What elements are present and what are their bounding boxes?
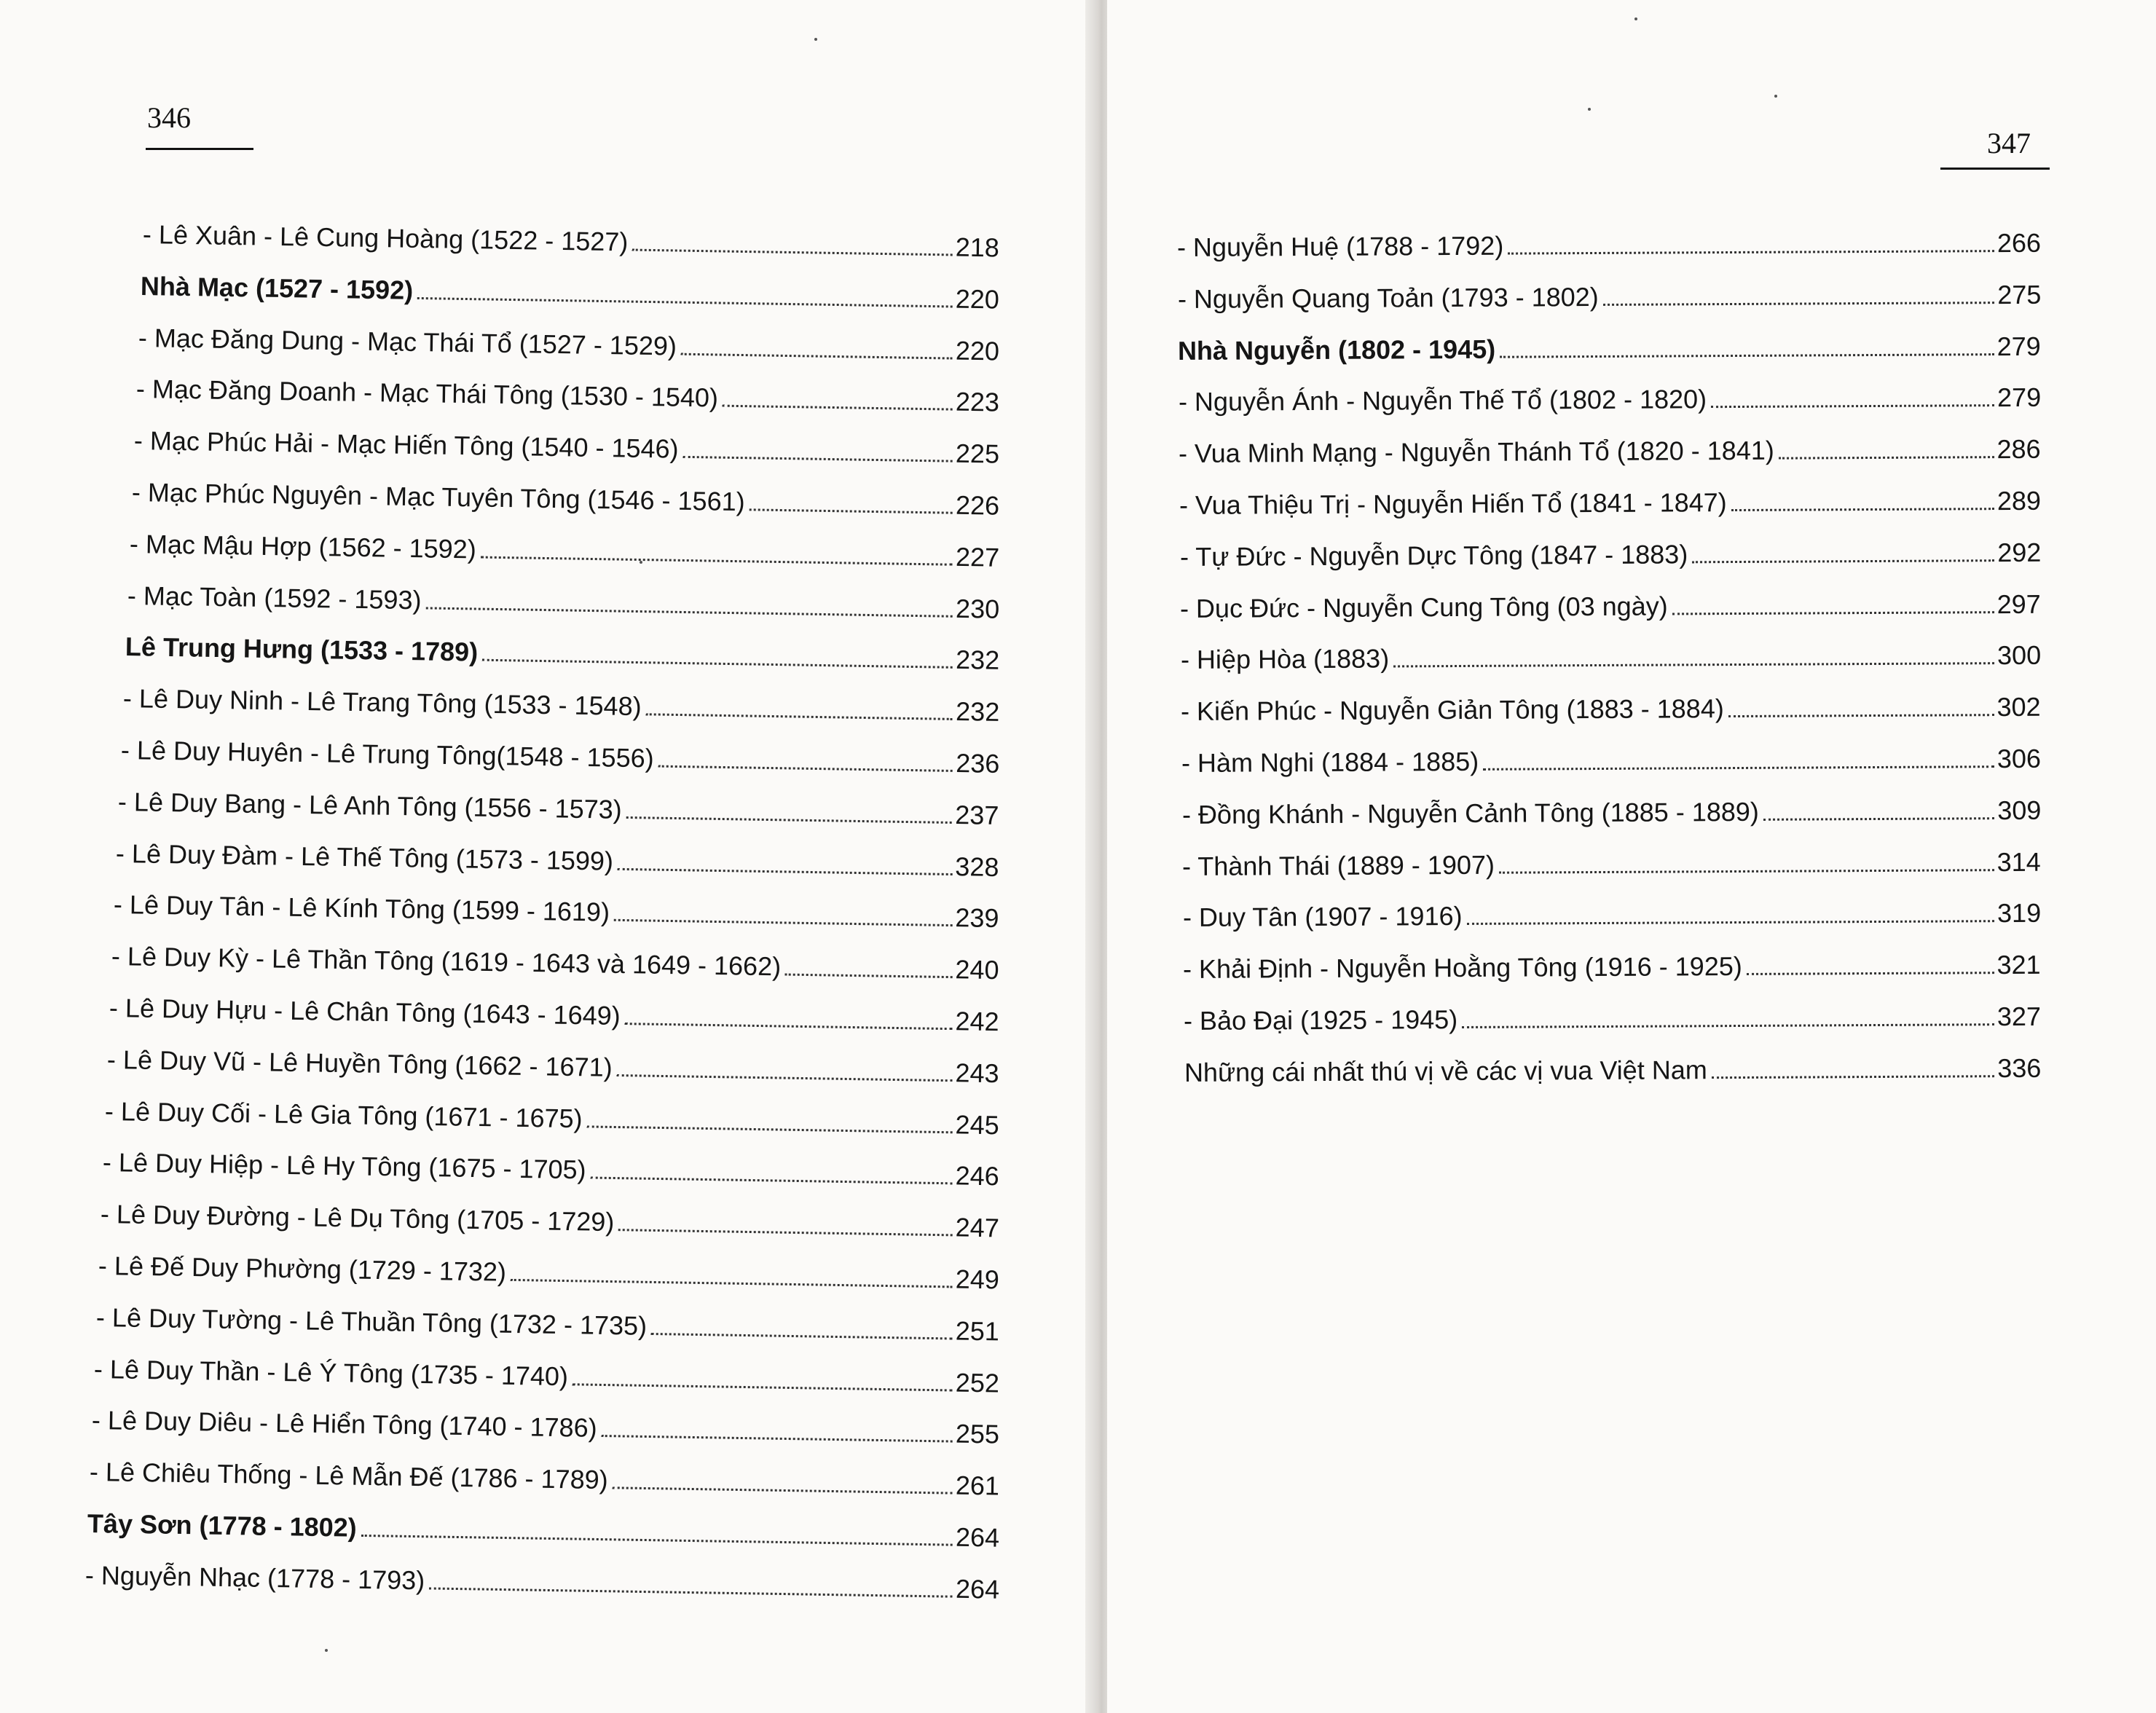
toc-entry-page: 227 bbox=[955, 541, 1000, 572]
toc-entry-page: 220 bbox=[955, 335, 1000, 366]
dot-leader bbox=[617, 1074, 953, 1082]
toc-entry bbox=[89, 1456, 999, 1503]
toc-entry bbox=[1179, 485, 2041, 521]
toc-entry-page: 289 bbox=[1996, 485, 2042, 516]
toc-entry bbox=[111, 940, 999, 986]
toc-entry-page: 246 bbox=[955, 1160, 1000, 1192]
toc-entry bbox=[1183, 897, 2041, 934]
toc-entry bbox=[122, 682, 999, 728]
toc-entry-title: - Khải Định - Nguyễn Hoằng Tông (1916 - 1925) bbox=[1183, 951, 1743, 985]
toc-entry-page: 286 bbox=[1996, 433, 2042, 465]
toc-entry-page: 225 bbox=[955, 438, 1000, 469]
toc-entry-title: - Lê Chiêu Thống - Lê Mẫn Đế (1786 - 1789) bbox=[89, 1457, 608, 1495]
toc-entry-title: - Mạc Đăng Dung - Mạc Thái Tổ (1527 - 1529) bbox=[138, 322, 677, 361]
toc-entry-title: Những cái nhất thú vị về các vị vua Việt Nam bbox=[1184, 1055, 1707, 1087]
toc-entry bbox=[1181, 795, 2041, 831]
toc-entry-page: 300 bbox=[1996, 640, 2042, 671]
toc-entry-page: 218 bbox=[955, 232, 1000, 263]
dot-leader bbox=[626, 816, 953, 824]
dot-leader bbox=[1500, 353, 1994, 358]
toc-entry-title: Lê Trung Hưng (1533 - 1789) bbox=[125, 631, 479, 667]
toc-entry bbox=[1184, 1052, 2041, 1089]
toc-entry-title: - Đồng Khánh - Nguyễn Cảnh Tông (1885 - 1889) bbox=[1181, 796, 1759, 830]
toc-entry-title: - Mạc Phúc Nguyên - Mạc Tuyên Tông (1546 - 1561) bbox=[131, 477, 745, 517]
toc-entry-title: - Mạc Toàn (1592 - 1593) bbox=[127, 580, 422, 615]
toc-entry-page: 292 bbox=[1996, 537, 2042, 567]
toc-entry-page: 255 bbox=[955, 1419, 1000, 1449]
toc-entry-page: 266 bbox=[1996, 227, 2042, 259]
dot-leader bbox=[625, 1023, 953, 1030]
toc-entry-page: 240 bbox=[955, 954, 1000, 985]
toc-entry-page: 232 bbox=[955, 696, 1000, 728]
toc-entry-page: 309 bbox=[1996, 795, 2042, 825]
toc-entry-title: - Bảo Đại (1925 - 1945) bbox=[1183, 1004, 1458, 1036]
toc-entry bbox=[1178, 330, 2041, 366]
toc-entry-page: 249 bbox=[955, 1264, 1000, 1295]
dot-leader bbox=[1508, 250, 1994, 254]
toc-entry bbox=[103, 1146, 999, 1192]
toc-entry-title: - Lê Duy Tân - Lê Kính Tông (1599 - 1619) bbox=[114, 889, 610, 928]
toc-entry-title: - Duy Tân (1907 - 1916) bbox=[1182, 901, 1463, 933]
toc-entry-title: - Mạc Đăng Doanh - Mạc Thái Tông (1530 - 1540) bbox=[135, 374, 719, 413]
dot-leader bbox=[1602, 302, 1994, 306]
toc-entry bbox=[143, 218, 1000, 264]
toc-entry-page: 230 bbox=[955, 593, 1000, 624]
toc-entry bbox=[96, 1302, 1000, 1347]
toc-entry-title: - Lê Duy Đường - Lê Dụ Tông (1705 - 1729) bbox=[100, 1199, 615, 1237]
toc-entry-page: 306 bbox=[1996, 743, 2042, 774]
print-speck bbox=[325, 1649, 328, 1652]
toc-entry-page: 319 bbox=[1996, 898, 2042, 929]
toc-entry-page: 336 bbox=[1996, 1052, 2042, 1083]
toc-entry bbox=[109, 992, 999, 1038]
print-speck bbox=[1588, 108, 1591, 111]
toc-entry-page: 264 bbox=[955, 1521, 1000, 1553]
toc-entry-page: 242 bbox=[955, 1006, 1000, 1037]
right-page bbox=[1107, 0, 2156, 1713]
toc-entry-title: - Lê Duy Bang - Lê Anh Tông (1556 - 1573) bbox=[118, 786, 623, 824]
dot-leader bbox=[1731, 508, 1994, 511]
toc-entry-title: - Thành Thái (1889 - 1907) bbox=[1182, 849, 1495, 881]
toc-entry-title: - Nguyễn Quang Toản (1793 - 1802) bbox=[1177, 281, 1599, 314]
toc-entry-title: - Lê Duy Kỳ - Lê Thần Tông (1619 - 1643 và 1649 - 1662) bbox=[111, 941, 782, 982]
dot-leader bbox=[1728, 714, 1994, 717]
toc-entry bbox=[1181, 743, 2041, 779]
toc-entry-title: - Lê Duy Ninh - Lê Trang Tông (1533 - 1548) bbox=[122, 683, 642, 722]
toc-entry bbox=[118, 786, 999, 832]
toc-entry-page: 220 bbox=[955, 283, 1000, 315]
toc-entry-page: 279 bbox=[1996, 382, 2042, 413]
dot-leader bbox=[1779, 456, 1994, 460]
toc-entry-title: Tây Sơn (1778 - 1802) bbox=[87, 1508, 357, 1543]
dot-leader bbox=[591, 1177, 953, 1185]
toc-entry bbox=[1182, 846, 2041, 882]
print-speck bbox=[640, 561, 642, 564]
dot-leader bbox=[632, 249, 952, 256]
toc-entry-title: Nhà Mạc (1527 - 1592) bbox=[140, 270, 414, 305]
dot-leader bbox=[749, 508, 952, 513]
toc-entry-title: - Tự Đức - Nguyễn Dực Tông (1847 - 1883) bbox=[1179, 539, 1688, 572]
toc-entry-page: 302 bbox=[1996, 692, 2042, 722]
toc-entry bbox=[129, 528, 999, 574]
toc-entry-title: - Nguyễn Nhạc (1778 - 1793) bbox=[84, 1559, 425, 1596]
dot-leader bbox=[1747, 972, 1994, 975]
toc-entry bbox=[114, 889, 999, 934]
dot-leader bbox=[587, 1125, 953, 1133]
toc-entry-page: 252 bbox=[955, 1367, 1000, 1398]
toc-entry-title: - Lê Xuân - Lê Cung Hoàng (1522 - 1527) bbox=[142, 219, 629, 257]
dot-leader bbox=[1462, 1023, 1994, 1028]
dot-leader bbox=[658, 765, 953, 772]
toc-entry-page: 297 bbox=[1996, 588, 2042, 619]
dot-leader bbox=[1711, 1075, 1994, 1079]
toc-entry-title: - Lê Duy Huyên - Lê Trung Tông(1548 - 1556) bbox=[120, 735, 654, 773]
dot-leader bbox=[1763, 817, 1994, 821]
toc-entry-title: - Lê Duy Cối - Lê Gia Tông (1671 - 1675) bbox=[104, 1095, 583, 1133]
toc-entry-title: - Hiệp Hòa (1883) bbox=[1180, 643, 1390, 675]
toc-entry-page: 314 bbox=[1996, 846, 2042, 877]
dot-leader bbox=[1499, 869, 1994, 874]
toc-entry-title: - Lê Duy Vũ - Lê Huyền Tông (1662 - 1671) bbox=[106, 1044, 613, 1082]
header-rule bbox=[146, 148, 253, 150]
dot-leader bbox=[723, 405, 953, 411]
toc-entry-title: - Dục Đức - Nguyễn Cung Tông (03 ngày) bbox=[1180, 591, 1669, 623]
toc-entry-page: 261 bbox=[955, 1470, 1000, 1501]
dot-leader bbox=[601, 1435, 952, 1443]
toc-entry-page: 237 bbox=[955, 799, 1000, 830]
toc-entry-page: 327 bbox=[1996, 1001, 2042, 1032]
toc-entry-page: 275 bbox=[1996, 279, 2042, 310]
dot-leader bbox=[425, 607, 953, 617]
dot-leader bbox=[1672, 611, 1994, 615]
toc-entry-page: 236 bbox=[955, 748, 1000, 779]
dot-leader bbox=[682, 456, 952, 462]
dot-leader bbox=[417, 297, 953, 308]
toc-entry bbox=[125, 631, 999, 677]
dot-leader bbox=[1692, 559, 1994, 563]
print-speck bbox=[814, 38, 817, 41]
toc-entry-title: - Lê Duy Hựu - Lê Chân Tông (1643 - 1649) bbox=[109, 993, 621, 1031]
dot-leader bbox=[361, 1535, 952, 1546]
dot-leader bbox=[1466, 921, 1994, 926]
toc-entry-title: - Lê Duy Tường - Lê Thuần Tông (1732 - 1735) bbox=[95, 1302, 648, 1341]
toc-entry-title: Nhà Nguyễn (1802 - 1945) bbox=[1178, 334, 1496, 366]
toc-entry-title: - Lê Duy Hiệp - Lê Hy Tông (1675 - 1705) bbox=[102, 1147, 587, 1185]
dot-leader bbox=[1711, 405, 1994, 409]
toc-entry bbox=[1184, 1001, 2041, 1037]
toc-entry bbox=[138, 322, 1000, 368]
toc-entry-title: - Lê Duy Đàm - Lê Thế Tông (1573 - 1599) bbox=[116, 838, 614, 876]
toc-entry bbox=[131, 476, 999, 522]
toc-entry-title: - Kiến Phúc - Nguyễn Giản Tông (1883 - 1884) bbox=[1181, 693, 1725, 727]
page-number: 346 bbox=[147, 101, 191, 134]
toc-entry-title: - Lê Duy Thần - Lê Ý Tông (1735 - 1740) bbox=[93, 1353, 569, 1391]
toc-entry-title: - Vua Thiệu Trị - Nguyễn Hiến Tổ (1841 - 1847) bbox=[1179, 487, 1727, 520]
toc-entry-page: 239 bbox=[955, 902, 1000, 934]
toc-entry bbox=[1179, 537, 2041, 573]
toc-entry-title: - Lê Đế Duy Phường (1729 - 1732) bbox=[98, 1251, 507, 1287]
toc-entry bbox=[98, 1250, 1000, 1296]
print-speck bbox=[1634, 17, 1637, 20]
page-number: 347 bbox=[1987, 127, 2031, 160]
toc-entry-title: - Mạc Mậu Hợp (1562 - 1592) bbox=[129, 528, 476, 564]
toc-entry-page: 232 bbox=[955, 645, 1000, 676]
toc-entry-page: 247 bbox=[955, 1212, 1000, 1243]
toc-entry bbox=[135, 373, 999, 419]
toc-entry-title: - Hàm Nghi (1884 - 1885) bbox=[1181, 746, 1479, 778]
toc-entry bbox=[84, 1559, 999, 1606]
toc-entry bbox=[94, 1353, 1000, 1400]
toc-entry-page: 251 bbox=[955, 1315, 1000, 1347]
toc-entry-page: 223 bbox=[955, 387, 1000, 418]
dot-leader bbox=[681, 353, 953, 359]
dot-leader bbox=[614, 919, 952, 926]
toc-entry bbox=[116, 838, 999, 883]
toc-entry bbox=[120, 734, 999, 780]
dot-leader bbox=[651, 1333, 953, 1339]
toc-entry-title: - Vua Minh Mạng - Nguyễn Thánh Tổ (1820 - 1841) bbox=[1179, 435, 1775, 469]
toc-entry bbox=[91, 1404, 999, 1451]
dot-leader bbox=[1393, 663, 1994, 668]
toc-entry-page: 245 bbox=[955, 1108, 1000, 1140]
toc-entry-title: - Nguyễn Huệ (1788 - 1792) bbox=[1176, 230, 1504, 262]
toc-entry bbox=[133, 425, 999, 470]
toc-entry-page: 321 bbox=[1996, 950, 2042, 980]
toc-entry bbox=[1181, 691, 2041, 728]
dot-leader bbox=[618, 1229, 952, 1236]
toc-entry bbox=[141, 270, 1000, 316]
dot-leader bbox=[612, 1486, 952, 1494]
toc-entry bbox=[1177, 227, 2041, 264]
toc-entry bbox=[1179, 382, 2041, 418]
toc-entry bbox=[1181, 639, 2041, 676]
toc-entry-page: 279 bbox=[1996, 331, 2042, 361]
dot-leader bbox=[1483, 765, 1994, 771]
toc-entry bbox=[107, 1044, 999, 1090]
toc-entry-title: - Nguyễn Ánh - Nguyễn Thế Tổ (1802 - 1820) bbox=[1178, 384, 1707, 417]
dot-leader bbox=[645, 713, 953, 720]
dot-leader bbox=[618, 867, 952, 875]
dot-leader bbox=[482, 659, 953, 669]
toc-entry-page: 226 bbox=[955, 489, 1000, 521]
toc-entry bbox=[1180, 588, 2041, 624]
dot-leader bbox=[785, 974, 952, 979]
toc-entry bbox=[87, 1508, 999, 1554]
toc-entry-title: - Lê Duy Diêu - Lê Hiển Tông (1740 - 1786) bbox=[91, 1405, 597, 1444]
dot-leader bbox=[429, 1587, 953, 1597]
toc-entry bbox=[1177, 279, 2041, 315]
toc-entry bbox=[101, 1198, 999, 1244]
toc-entry bbox=[127, 580, 999, 626]
toc-entry bbox=[105, 1095, 999, 1141]
dot-leader bbox=[480, 556, 952, 565]
toc-entry bbox=[1179, 433, 2041, 470]
toc-entry-page: 243 bbox=[955, 1058, 1000, 1089]
print-speck bbox=[1774, 95, 1777, 98]
dot-leader bbox=[511, 1279, 953, 1288]
toc-entry-title: - Mạc Phúc Hải - Mạc Hiến Tông (1540 - 1546) bbox=[133, 425, 679, 464]
toc-entry bbox=[1183, 949, 2041, 985]
toc-entry-page: 264 bbox=[955, 1573, 1000, 1604]
header-rule bbox=[1940, 168, 2050, 170]
dot-leader bbox=[573, 1383, 953, 1391]
toc-entry-page: 328 bbox=[955, 851, 1000, 882]
